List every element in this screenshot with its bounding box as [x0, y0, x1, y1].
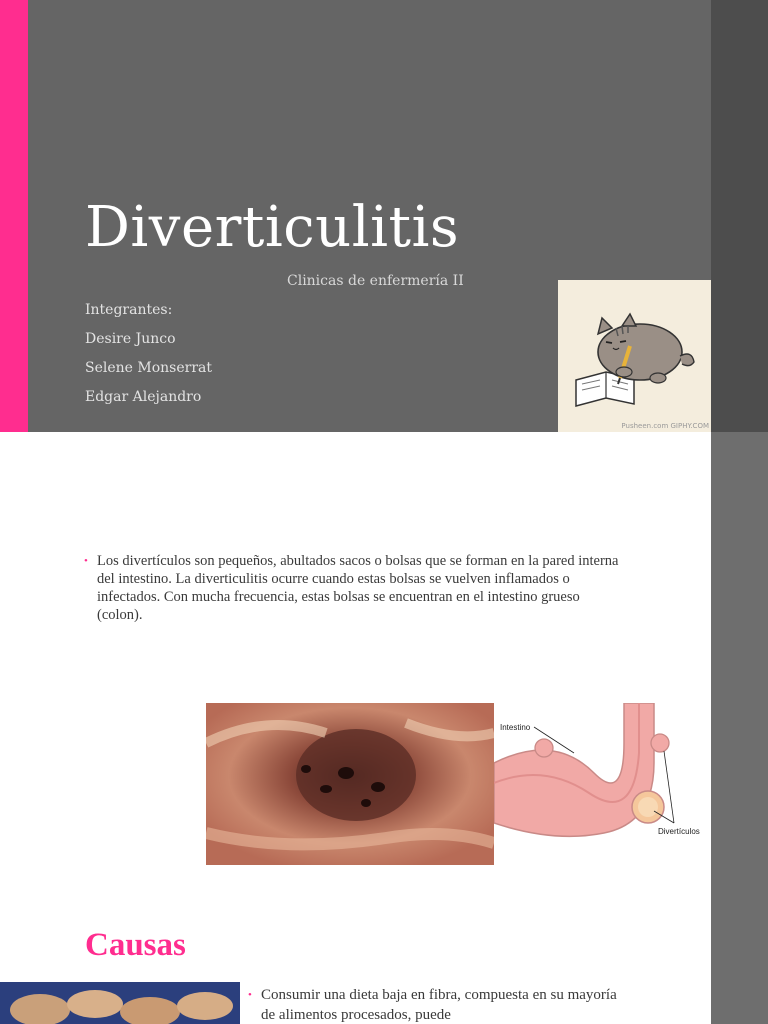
diverticula-diagram [494, 703, 710, 865]
member-name: Edgar Alejandro [85, 389, 202, 405]
member-name: Selene Monserrat [85, 360, 212, 376]
image-caption: Pusheen.com GIPHY.COM [621, 422, 709, 430]
diagram-label-diverticula: Divertículos [658, 827, 700, 836]
cat-illustration [558, 280, 711, 432]
title-slide [0, 0, 768, 432]
cause-text: Consumir una dieta baja en fibra, compuesta en su mayoría de alimentos procesados, puede [261, 987, 617, 1023]
side-strip [711, 0, 768, 432]
causes-slide [0, 865, 768, 1024]
side-strip [711, 865, 768, 1024]
members-heading: Integrantes: [85, 302, 173, 318]
colon-endoscopy-photo [206, 703, 494, 865]
members-list [85, 300, 212, 416]
diagram-label-intestine: Intestino [500, 723, 531, 732]
definition-slide [0, 432, 768, 865]
bullet-icon: • [84, 555, 88, 567]
definition-bullet [84, 552, 624, 624]
cat-writing-icon [558, 280, 711, 432]
definition-text: Los divertículos son pequeños, abultados sacos o bolsas que se forman en la pared interna del intestino. La diverticulitis ocurre cuando estas bolsas se vuelven inflamados o infectados. Con mucha frecuencia, estas bolsas se encuentran en el intestino grueso (colon). [97, 553, 619, 623]
causes-heading: Causas [85, 927, 186, 963]
side-strip [711, 432, 768, 865]
accent-bar [0, 0, 28, 432]
intestine-photo [0, 982, 240, 1024]
slide-title: Diverticulitis [85, 195, 460, 260]
cause-bullet [248, 985, 618, 1024]
bullet-icon: • [248, 989, 252, 1001]
slide-subtitle: Clinicas de enfermería II [287, 273, 464, 289]
member-name: Desire Junco [85, 331, 176, 347]
